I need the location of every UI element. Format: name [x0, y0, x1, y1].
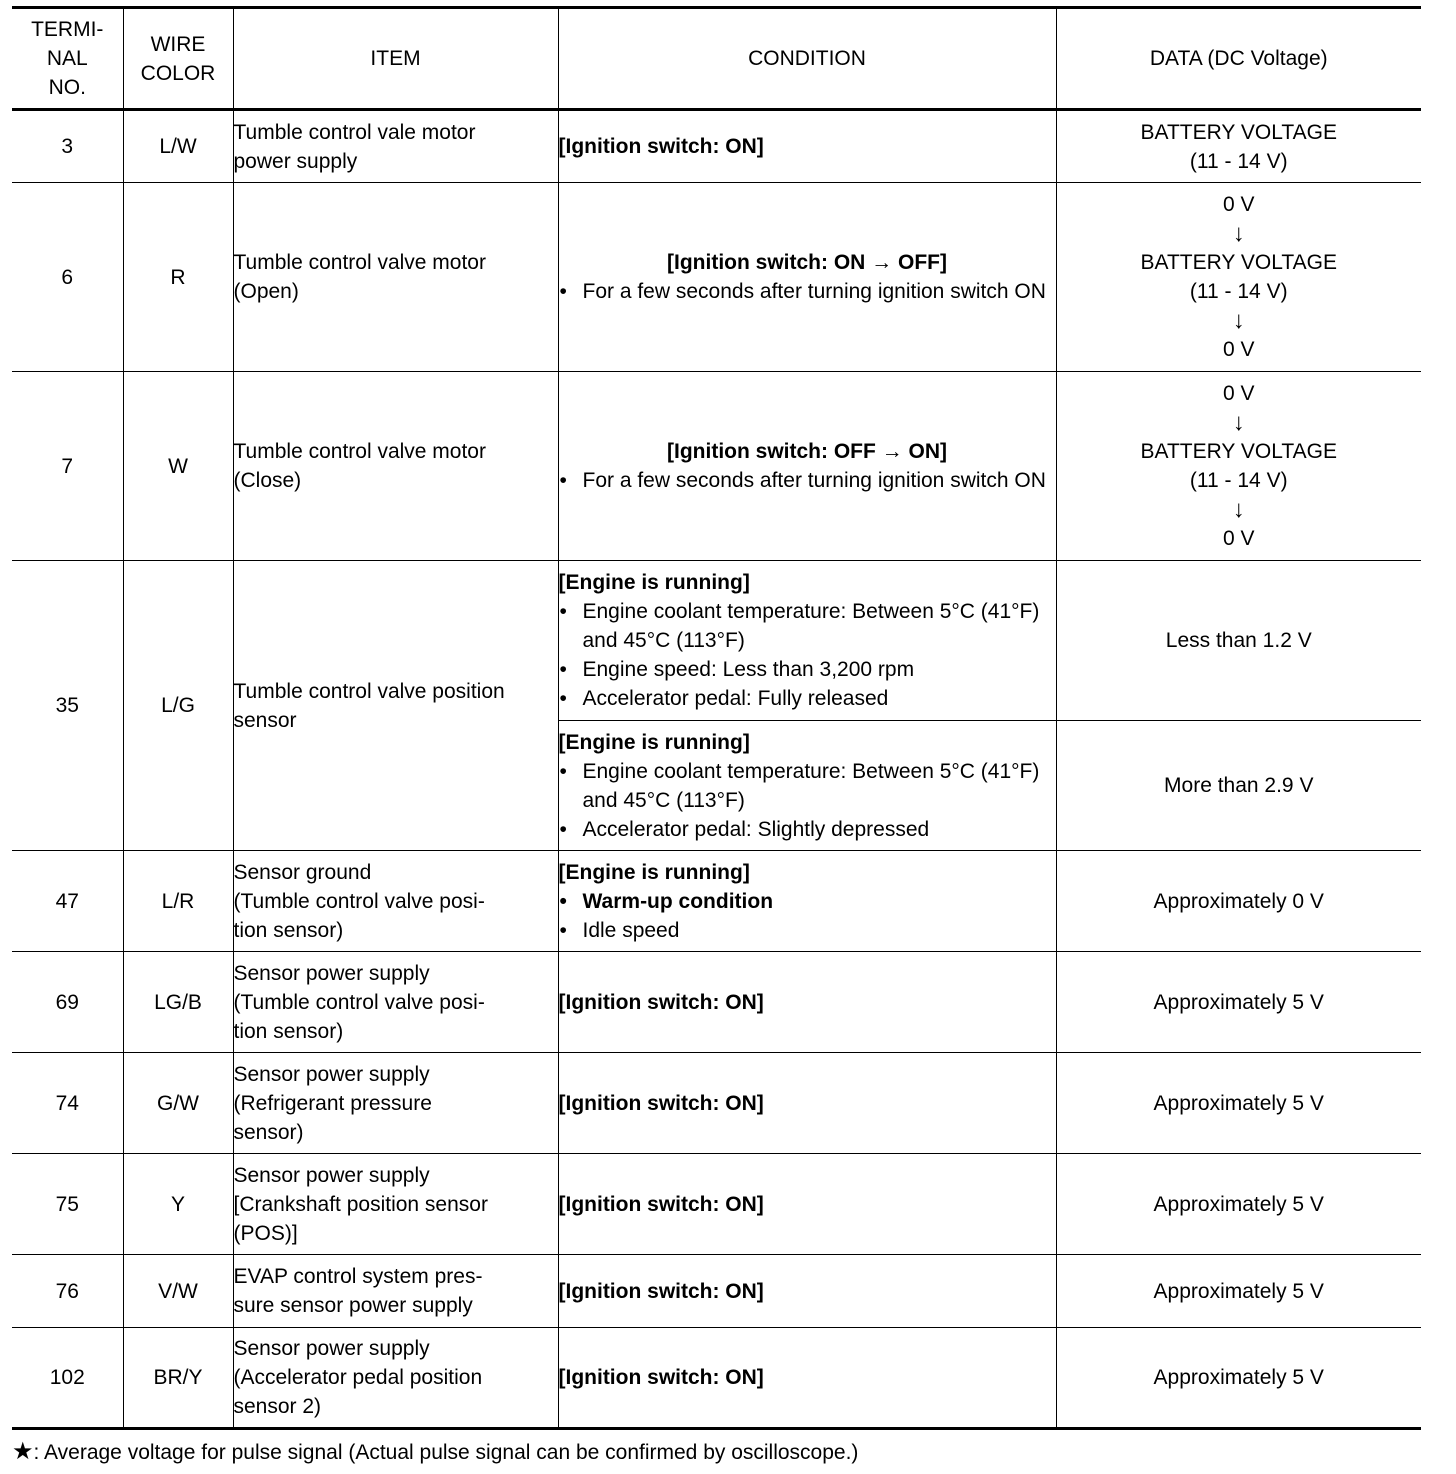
data-cell: Approximately 5 V — [1056, 1053, 1421, 1154]
condition-header-text: [Ignition switch: ON] — [558, 1279, 764, 1303]
list-item: • Accelerator pedal: Fully released — [559, 684, 1056, 713]
wire-color: L/W — [123, 110, 233, 183]
data-cell: Approximately 0 V — [1056, 851, 1421, 952]
data-cell: Less than 1.2 V — [1056, 561, 1421, 721]
data-cell: 0 V ↓ BATTERY VOLTAGE (11 - 14 V) ↓ 0 V — [1056, 372, 1421, 561]
wire-color: L/G — [123, 561, 233, 851]
list-item: • Engine speed: Less than 3,200 rpm — [559, 655, 1056, 684]
wire-color: Y — [123, 1154, 233, 1255]
footnote — [12, 1437, 858, 1468]
arrow-down-icon: ↓ — [1232, 409, 1245, 436]
table-row-terminal-35 — [12, 561, 1421, 721]
terminal-no: 47 — [12, 851, 123, 952]
terminal-no: 69 — [12, 952, 123, 1053]
condition-header-text: [Engine is running] — [558, 730, 750, 754]
data-cell: Approximately 5 V — [1056, 952, 1421, 1053]
data-cell: Approximately 5 V — [1056, 1154, 1421, 1255]
footnote-text: : Average voltage for pulse signal (Actual pulse signal can be confirmed by oscilloscope.) — [33, 1441, 859, 1464]
condition-header-text: [Ignition switch: ON] — [558, 1192, 764, 1216]
condition-cell — [558, 1154, 1056, 1255]
arrow-down-icon: ↓ — [1232, 220, 1245, 247]
item-cell: EVAP control system pres- sure sensor power supply — [233, 1255, 558, 1328]
item-cell: Sensor power supply (Accelerator pedal position sensor 2) — [233, 1328, 558, 1429]
item-cell: Sensor ground (Tumble control valve posi- tion sensor) — [233, 851, 558, 952]
condition-cell — [558, 721, 1056, 851]
condition-list — [559, 757, 1056, 844]
list-item: • Engine coolant temperature: Between 5°C (41°F) and 45°C (113°F) — [559, 597, 1056, 655]
item-cell: Tumble control valve motor (Open) — [233, 183, 558, 372]
wire-color-header: WIRE COLOR — [123, 8, 233, 110]
arrow-down-icon: ↓ — [1232, 496, 1245, 523]
condition-header-text: [Ignition switch: OFF → ON] — [667, 440, 947, 463]
condition-header-text: [Ignition switch: ON → OFF] — [667, 251, 947, 274]
terminal-no: 35 — [12, 561, 123, 851]
condition-list — [559, 887, 1056, 945]
condition-cell — [558, 851, 1056, 952]
condition-list — [559, 466, 1056, 495]
wire-color: LG/B — [123, 952, 233, 1053]
data-cell: BATTERY VOLTAGE (11 - 14 V) — [1056, 110, 1421, 183]
terminal-no: 3 — [12, 110, 123, 183]
data-cell: Approximately 5 V — [1056, 1328, 1421, 1429]
data-cell: 0 V ↓ BATTERY VOLTAGE (11 - 14 V) ↓ 0 V — [1056, 183, 1421, 372]
table-row-terminal-75 — [12, 1154, 1421, 1255]
condition-cell — [558, 1255, 1056, 1328]
terminal-no: 74 — [12, 1053, 123, 1154]
list-item: • For a few seconds after turning ignition switch ON — [559, 466, 1056, 495]
terminal-no: 76 — [12, 1255, 123, 1328]
wire-color: R — [123, 183, 233, 372]
list-item: • Engine coolant temperature: Between 5°C (41°F) and 45°C (113°F) — [559, 757, 1056, 815]
item-cell: Tumble control vale motor power supply — [233, 110, 558, 183]
condition-header-text: [Ignition switch: ON] — [558, 135, 764, 158]
item-cell: Tumble control valve motor (Close) — [233, 372, 558, 561]
item-cell: Sensor power supply (Tumble control valve posi- tion sensor) — [233, 952, 558, 1053]
table-row-terminal-76 — [12, 1255, 1421, 1328]
terminal-data-table — [12, 6, 1421, 1430]
terminal-no: 75 — [12, 1154, 123, 1255]
condition-header-text: [Ignition switch: ON] — [558, 1366, 764, 1389]
arrow-down-icon: ↓ — [1232, 307, 1245, 334]
item-header: ITEM — [233, 8, 558, 110]
condition-cell — [558, 561, 1056, 721]
wire-color: G/W — [123, 1053, 233, 1154]
condition-header-text: [Engine is running] — [558, 571, 750, 594]
table-row-terminal-69 — [12, 952, 1421, 1053]
condition-header-text: [Engine is running] — [558, 860, 750, 884]
terminal-no: 7 — [12, 372, 123, 561]
data-header: DATA (DC Voltage) — [1056, 8, 1421, 110]
table-row-terminal-6 — [12, 183, 1421, 372]
condition-cell — [558, 952, 1056, 1053]
data-cell: Approximately 5 V — [1056, 1255, 1421, 1328]
condition-cell — [558, 372, 1056, 561]
condition-header-text: [Ignition switch: ON] — [558, 1091, 764, 1115]
item-cell: Sensor power supply (Refrigerant pressure sensor) — [233, 1053, 558, 1154]
table-row-terminal-47 — [12, 851, 1421, 952]
condition-list — [559, 277, 1056, 306]
wire-color: L/R — [123, 851, 233, 952]
star-icon: ★ — [12, 1438, 34, 1465]
wire-color: V/W — [123, 1255, 233, 1328]
list-item: • Idle speed — [559, 916, 1056, 945]
condition-list — [559, 597, 1056, 713]
wire-color: BR/Y — [123, 1328, 233, 1429]
item-cell: Tumble control valve position sensor — [233, 561, 558, 851]
table-row-terminal-74 — [12, 1053, 1421, 1154]
terminal-no: 102 — [12, 1328, 123, 1429]
list-item: • Accelerator pedal: Slightly depressed — [559, 815, 1056, 844]
list-item: • For a few seconds after turning ignition switch ON — [559, 277, 1056, 306]
table-row-terminal-7 — [12, 372, 1421, 561]
condition-cell — [558, 1328, 1056, 1429]
terminal-no: 6 — [12, 183, 123, 372]
table-row-terminal-3 — [12, 110, 1421, 183]
data-cell: More than 2.9 V — [1056, 721, 1421, 851]
table-row-terminal-102 — [12, 1328, 1421, 1429]
condition-cell — [558, 1053, 1056, 1154]
item-cell: Sensor power supply [Crankshaft position sensor (POS)] — [233, 1154, 558, 1255]
condition-cell — [558, 183, 1056, 372]
header-row — [12, 8, 1421, 110]
list-item: • Warm-up condition — [559, 887, 1056, 916]
condition-header-text: [Ignition switch: ON] — [558, 990, 764, 1014]
wire-color: W — [123, 372, 233, 561]
terminal-no-header: TERMI- NAL NO. — [12, 8, 123, 110]
condition-cell — [558, 110, 1056, 183]
condition-header: CONDITION — [558, 8, 1056, 110]
